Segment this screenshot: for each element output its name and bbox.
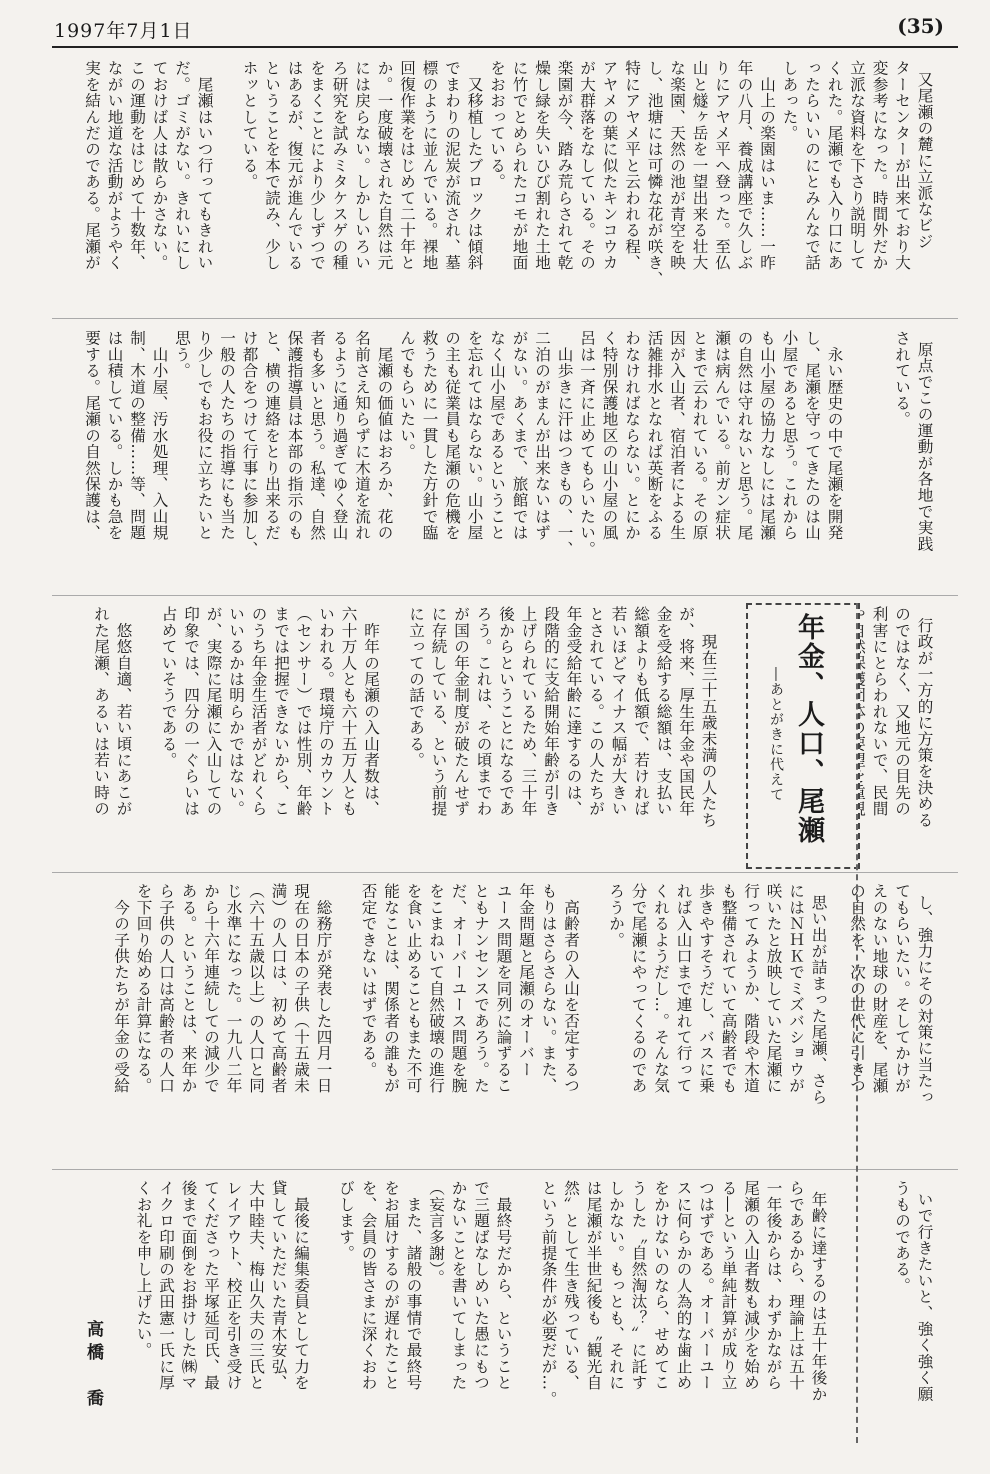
article-subtitle: ―あとがきに代えて [768, 667, 784, 802]
body-text: いで行きたいと、強く強く願 うものである。 [893, 1180, 934, 1402]
text-band-1 [52, 60, 958, 310]
body-text: 行政が一方的に方策を決める のではなく、又地元の目先の 利害にとらわれないで、民間 [870, 606, 934, 828]
text-band-5-left [110, 1180, 852, 1440]
header-rule [52, 46, 958, 48]
article-divider [856, 603, 858, 1443]
band-divider [52, 595, 958, 596]
text-band-2 [52, 330, 958, 586]
band-divider [52, 872, 958, 873]
page-header [0, 0, 990, 52]
band-divider [52, 318, 958, 319]
body-text: 又尾瀬の麓に立派なビジ ターセンターが出来ており大 変参考になった。時間外だか 立派な資料を下さり説明して くれた。尾瀬でも入り口にあ ったらいいのにとみんなで話 しあった。 山上の楽園はいま……一昨 年の八月、養成講座で久しぶ りにアヤメ平へ登った。至仏 山と燧ヶ岳を一望出来る壮大 な楽園、天然の池が青空を映 し、池塘には可憐な花が咲き、 特にアヤメ平と云われる程、 アヤメの葉に似たキンコウカ が大群落をなしている。その 楽園が今、踏み荒らされて乾 燥し緑を失いひび割れた土地 に竹でとめられたコモが地面 をおおっている。 又移植したブロックは傾斜 でまわりの泥炭が流され、墓 標のように並んでいる。裸地 回復作業をはじめて二十年と か。一度破壊された自然は元 には戻らない。しかしいろい ろ研究を試みミタケスゲの種 をまくことにより少しずつで はあるが、復元が進んでいる ということを本で読み、少し ホッとしている。 尾瀬はいつ行ってもきれい だ。ゴミがない。きれいにし ておけば人は散らかさない。 この運動をはじめて十数年、 ながい地道な活動がようやく 実を結んだのである。尾瀬が [83, 60, 934, 287]
text-band-4-right [848, 883, 958, 1159]
article-title-box [746, 603, 860, 869]
article-title: 年金、人口、尾瀬 [793, 613, 824, 845]
issue-date: 1997年7月1日 [54, 20, 193, 42]
text-band-4-left [52, 883, 852, 1159]
body-text: 年齢に達するのは五十年後か らであるから、理論上は五十 一年後からは、わずかながら 尾瀬の入山者数も減少を始め る―という単純計算が成り立 つはずである。オーバーユー スに何らかの人為的な歯止め をかけないのなら、せめてこ うした〝自然淘汰？〟に託す しかない。もっとも、それに は尾瀬が半世紀後も〝観光自 然〟として生き残っている、 という前提条件が必要だが…。 最終号だから、ということ で三題ばなしめいた愚にもつ かないことを書いてしまった （妄言多謝）。 また、諸般の事情で最終号 をお届けするのが遅れたこと を、会員の皆さまに深くおわ びします。 最後に編集委員として力を 貸していただいた青木安弘、 大中睦夫、梅山久夫の三氏と レイアウト、校正を引き受け てくださった平塚延司氏、最 後まで面倒をお掛けした㈱マ イクロ印刷の武田憲一氏に厚 くお礼を申し上げたい。 [134, 1180, 828, 1407]
text-band-3-right [860, 606, 958, 864]
author-name: 高橋 喬 [83, 1320, 103, 1412]
band-divider [52, 1169, 958, 1170]
text-band-5-right [860, 1180, 958, 1440]
body-text: 現在三十五歳未満の人たち が、将来、厚生年金や国民年 金を受給する総額は、支払い 総額よりも低額で、若ければ 若いほどマイナス幅が大きい とされている。この人たちが 年金受給年齢に達するのは、 段階的に支給開始年齢が引き 上げられているため、三十年 後からということになるであ ろう。これは、その頃までわ が国の年金制度が破たんせず に存続している、という前提 に立っての話である。 昨年の尾瀬の入山者数は、 六十万人とも六十五万人とも いわれる。環境庁のカウント （センサー）では性別、年齢 までは把握できないから、こ のうち年金生活者がどれくら いいるかは明らかではない。 が、実際に尾瀬に入山しての 印象では、四分の一ぐらいは 占めていそうである。 悠悠自適、若い頃にあこが れた尾瀬、あるいは若い時の [92, 606, 718, 828]
body-text: し、強力にその対策に当たっ てもらいたい。そしてかけが えのない地球の財産を、尾瀬 の自然を、次の世代に引きつ [848, 883, 934, 1105]
body-text: 思い出が詰まった尾瀬、さら にはＮＨＫでミズバショウが 咲いたと放映していた尾瀬に 行ってみようか、階段や木道 も整備されていて高齢者でも 歩きやすそうだし、バスに乗 れば入山口まで連れて行って くれるようだし…。そんな気 分で尾瀬にやってくるのであ ろうか。 高齢者の入山を否定するつ もりはさらさらない。また、 年金問題と尾瀬のオーバー ユース問題を同列に論ずるこ ともナンセンスであろう。た だ、オーバーユース問題を腕 をこまねいて自然破壊の進行 を食い止めることもまた不可 能なことは、関係者の誰もが 否定できないはずである。 総務庁が発表した四月一日 現在の日本の子供（十五歳未 満）の人口は、初めて高齢者 （六十五歳以上）の人口と同 じ水準になった。一九八二年 から十六年連続しての減少で ある。ということは、来年か ら子供の人口は高齢者の人口 を下回り始める計算になる。 今の子供たちが年金の受給 [112, 883, 828, 1105]
body-text: 原点でこの運動が各地で実践 されている。 永い歴史の中で尾瀬を開発 し、尾瀬を守ってきたのは山 小屋であると思う。これから も山小屋の協力なしには尾瀬 の自然は守れないと思う。尾 瀬は病んでいる。前ガン症状 とまで云われている。その原 因が入山者、宿泊者による生 活雑排水となれば英断をふる わなければならない。とにか く特別保護地区の山小屋の風 呂は一斉に止めてもらいたい。 山歩きに汗はつきもの、一、 二泊のがまんが出来ないはず がない。あくまで、旅館では なく山小屋であるということ を忘れてはならない。山小屋 の主も従業員も尾瀬の危機を 救うために一貫した方針で臨 んでもらいたい。 尾瀬の価値はおろか、花の 名前さえ知らずに木道を流れ るように通り過ぎてゆく登山 者も多いと思う。私達、自然 保護指導員は本部の指示のも と、横の連絡をとり出来るだ け都合をつけて行事に参加し、 一般の人たちの指導にも当た り少しでもお役に立ちたいと 思う。 山小屋、汚水処理、入山規 制、木道の整備……等、問題 は山積している。しかも急を 要する。尾瀬の自然保護は、 [83, 330, 934, 557]
page-number: (35) [897, 14, 944, 38]
text-band-3-left [52, 606, 742, 864]
